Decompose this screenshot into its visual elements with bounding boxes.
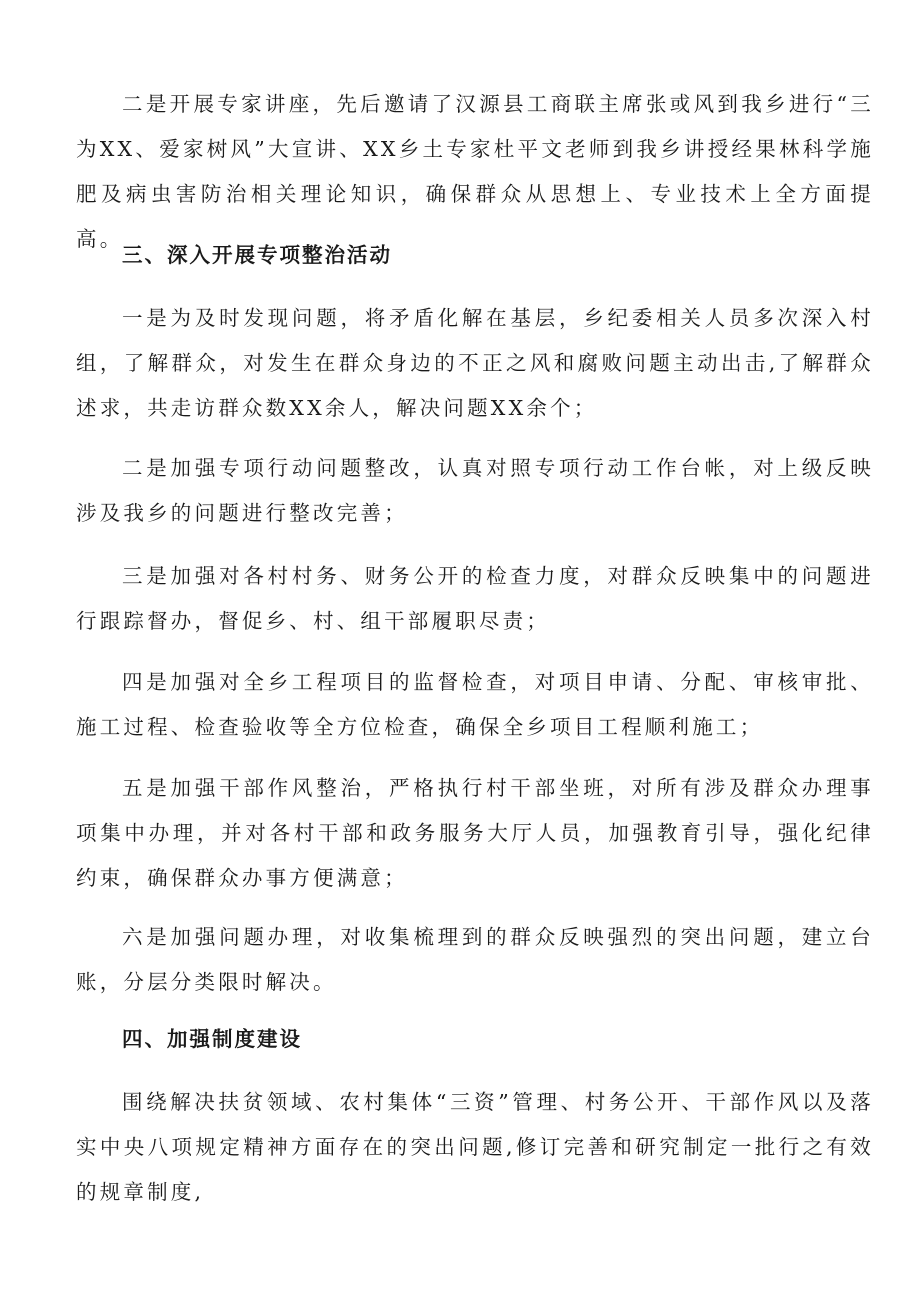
paragraph-rectification: 二是加强专项行动问题整改，认真对照专项行动工作台帐，对上级反映涉及我乡的问题进行整改完善；: [76, 456, 874, 525]
section-heading-4: 四、加强制度建设: [122, 1027, 302, 1051]
paragraph-problem-handling: 六是加强问题办理，对收集梳理到的群众反映强烈的突出问题，建立台账，分层分类限时解决。: [76, 925, 874, 994]
paragraph-institution-building: 围绕解决扶贫领域、农村集体“三资”管理、村务公开、干部作风以及落实中央八项规定精神方面存在的突出问题,修订完善和研究制定一批行之有效的规章制度,: [76, 1090, 874, 1204]
paragraph-cadre-style: 五是加强干部作风整治，严格执行村干部坐班，对所有涉及群众办理事项集中办理，并对各村干部和政务服务大厅人员，加强教育引导，强化纪律约束，确保群众办事方便满意；: [76, 776, 874, 890]
paragraph-affairs-disclosure: 三是加强对各村村务、财务公开的检查力度，对群众反映集中的问题进行跟踪督办，督促乡、村、组干部履职尽责；: [76, 564, 874, 633]
section-heading-3: 三、深入开展专项整治活动: [122, 243, 392, 267]
paragraph-visit-masses: 一是为及时发现问题，将矛盾化解在基层，乡纪委相关人员多次深入村组，了解群众，对发生在群众身边的不正之风和腐败问题主动出击,了解群众述求，共走访群众数XX余人，解决问题XX余个；: [76, 306, 874, 420]
paragraph-expert-lectures: 二是开展专家讲座，先后邀请了汉源县工商联主席张或风到我乡进行“三为XX、爱家树风”大宣讲、XX乡土专家杜平文老师到我乡讲授经果林科学施肥及病虫害防治相关理论知识，确保群众从思想上、专业技术上全方面提高。: [76, 92, 874, 251]
paragraph-project-supervision: 四是加强对全乡工程项目的监督检查，对项目申请、分配、审核审批、施工过程、检查验收等全方位检查，确保全乡项目工程顺利施工；: [76, 670, 874, 739]
